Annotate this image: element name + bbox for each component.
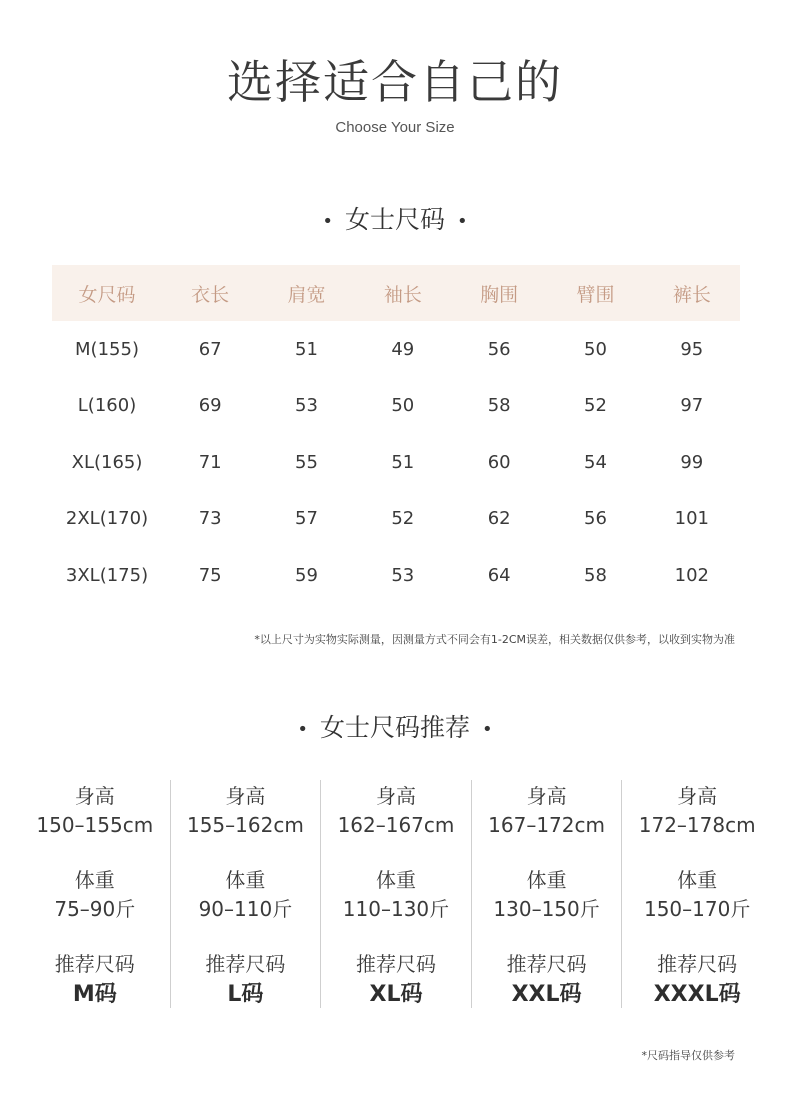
page-title: 选择适合自己的 <box>227 55 563 109</box>
table-row <box>52 491 740 548</box>
table-cell: 71 <box>198 451 222 473</box>
weight-label: 体重 <box>225 868 266 892</box>
table-cell: 49 <box>391 338 415 360</box>
table-cell: 101 <box>674 508 709 530</box>
table-cell: 67 <box>198 338 222 360</box>
section-title-text: 女士尺码 <box>344 205 445 234</box>
column-header: 袖长 <box>355 265 451 321</box>
table-cell: 95 <box>680 338 704 360</box>
table-cell: 69 <box>198 395 222 417</box>
recommended-size-value: M码 <box>72 982 117 1007</box>
height-value: 167–172cm <box>488 813 605 837</box>
recommendation-grid <box>20 780 772 1008</box>
table-cell: 53 <box>295 395 318 417</box>
recommendation-column <box>20 780 170 1008</box>
table-cell: 97 <box>680 395 704 417</box>
table-cell: 56 <box>487 338 511 360</box>
table-cell: 2XL(170) <box>65 508 149 530</box>
weight-label: 体重 <box>74 868 115 892</box>
measurement-note: *以上尺寸为实物实际测量，因测量方式不同会有1-2CM误差，相关数据仅供参考，以收到实物为准 <box>254 633 735 646</box>
table-cell: 54 <box>584 451 607 473</box>
column-header: 臂围 <box>547 265 643 321</box>
table-cell: 50 <box>584 338 607 360</box>
table-row <box>52 321 740 378</box>
column-header: 裤长 <box>644 265 740 321</box>
recommended-size-label: 推荐尺码 <box>54 952 135 976</box>
weight-value: 130–150斤 <box>493 897 600 921</box>
table-cell: 56 <box>584 508 607 530</box>
section-title-recommendation <box>0 708 790 744</box>
weight-value: 90–110斤 <box>198 897 293 921</box>
table-header-row <box>52 265 740 321</box>
recommended-size-label: 推荐尺码 <box>657 952 738 976</box>
page-subtitle: Choose Your Size <box>335 119 455 136</box>
recommendation-column <box>320 780 471 1008</box>
height-value: 172–178cm <box>638 813 756 837</box>
column-header: 肩宽 <box>258 265 354 321</box>
table-cell: L(160) <box>77 395 137 417</box>
table-row <box>52 547 740 604</box>
recommended-size-value: XXXL码 <box>653 982 741 1007</box>
section-title-text: 女士尺码推荐 <box>319 713 470 742</box>
column-header: 胸围 <box>451 265 547 321</box>
height-value: 162–167cm <box>337 813 455 837</box>
recommended-size-label: 推荐尺码 <box>355 952 436 976</box>
weight-value: 75–90斤 <box>54 897 136 921</box>
table-row <box>52 434 740 491</box>
column-header: 衣长 <box>162 265 258 321</box>
height-label: 身高 <box>225 784 266 808</box>
height-label: 身高 <box>677 784 718 808</box>
table-cell: 102 <box>674 564 709 586</box>
table-cell: 3XL(175) <box>65 564 149 586</box>
section-title-size-chart <box>0 200 790 236</box>
bullet-dot: • <box>482 718 493 740</box>
height-label: 身高 <box>74 784 115 808</box>
table-cell: 62 <box>487 508 511 530</box>
table-cell: 58 <box>487 395 511 417</box>
weight-label: 体重 <box>677 868 718 892</box>
height-value: 150–155cm <box>36 813 154 837</box>
table-cell: 51 <box>391 451 415 473</box>
weight-label: 体重 <box>375 868 416 892</box>
recommended-size-value: XL码 <box>369 982 423 1007</box>
table-cell: 53 <box>391 564 415 586</box>
height-label: 身高 <box>375 784 416 808</box>
table-cell: 99 <box>680 451 704 473</box>
height-label: 身高 <box>526 784 567 808</box>
table-cell: 55 <box>295 451 318 473</box>
recommendation-column <box>471 780 622 1008</box>
recommendation-column <box>621 780 772 1008</box>
table-cell: M(155) <box>75 338 139 360</box>
height-value: 155–162cm <box>186 813 304 837</box>
weight-value: 150–170斤 <box>643 897 751 921</box>
table-cell: 52 <box>584 395 607 417</box>
weight-value: 110–130斤 <box>342 897 450 921</box>
recommended-size-label: 推荐尺码 <box>506 952 587 976</box>
table-cell: 75 <box>198 564 222 586</box>
size-chart-table <box>52 265 740 604</box>
bullet-dot: • <box>297 718 308 740</box>
recommended-size-label: 推荐尺码 <box>205 952 286 976</box>
table-cell: 60 <box>487 451 511 473</box>
table-cell: 64 <box>487 564 511 586</box>
table-cell: 50 <box>391 395 415 417</box>
table-cell: 58 <box>584 564 607 586</box>
table-cell: XL(165) <box>71 451 143 473</box>
recommended-size-value: XXL码 <box>511 982 582 1007</box>
weight-label: 体重 <box>526 868 567 892</box>
footer-note: *尺码指导仅供参考 <box>641 1049 735 1062</box>
recommendation-column <box>170 780 321 1008</box>
bullet-dot: • <box>457 210 468 232</box>
recommended-size-value: L码 <box>227 982 264 1007</box>
table-cell: 52 <box>391 508 415 530</box>
table-row <box>52 378 740 435</box>
table-cell: 73 <box>198 508 222 530</box>
table-cell: 59 <box>295 564 318 586</box>
column-header: 女尺码 <box>52 265 162 321</box>
bullet-dot: • <box>322 210 333 232</box>
table-cell: 51 <box>295 338 318 360</box>
table-cell: 57 <box>295 508 318 530</box>
